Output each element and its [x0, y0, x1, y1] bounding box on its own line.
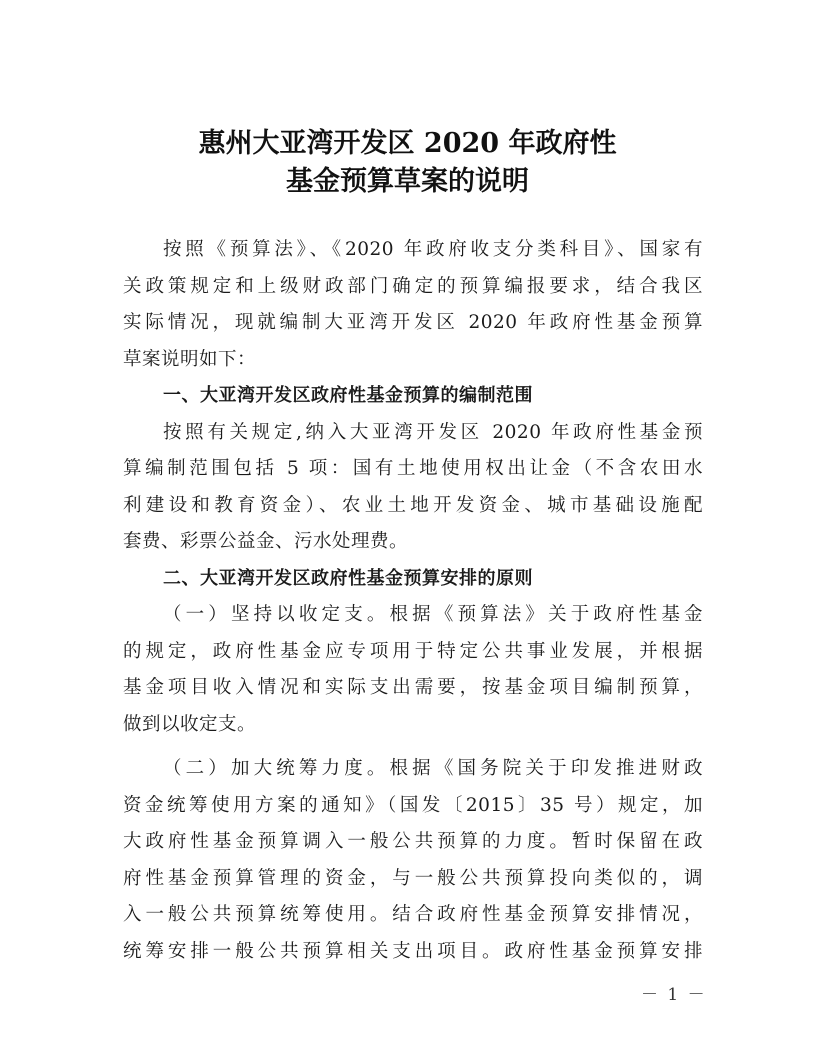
paragraph-line: 做到以收定支。 [123, 713, 257, 735]
paragraph-line: 府性基金预算管理的资金，与一般公共预算投向类似的，调 [123, 867, 703, 889]
paragraph-line: 入一般公共预算统筹使用。结合政府性基金预算安排情况， [123, 904, 703, 925]
paragraph-line: 资金统筹使用方案的通知》（国发〔2015〕35 号）规定，加 [123, 794, 703, 816]
paragraph-line: 草案说明如下： [123, 348, 257, 370]
paragraph-line: 按照《预算法》、《2020 年政府收支分类科目》、国家有 [163, 239, 703, 260]
paragraph-spacer [123, 743, 703, 751]
subsection-lead-2: （二）加大统筹力度。 [163, 758, 390, 779]
subsection-lead-1: （一）坚持以收定支。 [163, 604, 390, 625]
section-heading-2: 二、大亚湾开发区政府性基金预算安排的原则 [163, 567, 533, 589]
paragraph-text: 根据《预算法》关于政府性基金 [389, 604, 703, 625]
paragraph-line-with-lead [123, 751, 703, 788]
page-number: － 1 － [641, 985, 707, 1005]
paragraph-line: 统筹安排一般公共预算相关支出项目。政府性基金预算安排 [123, 940, 703, 962]
paragraph-line: 算编制范围包括 5 项：国有土地使用权出让金（不含农田水 [123, 458, 703, 479]
paragraph-line-with-lead [123, 597, 703, 634]
paragraph-line: 关政策规定和上级财政部门确定的预算编报要求，结合我区 [123, 275, 703, 297]
paragraph-line: 按照有关规定,纳入大亚湾开发区 2020 年政府性基金预 [163, 421, 703, 443]
paragraph-line: 的规定，政府性基金应专项用于特定公共事业发展，并根据 [123, 640, 703, 662]
paragraph-line: 基金项目收入情况和实际支出需要，按基金项目编制预算， [123, 677, 703, 698]
paragraph-line: 大政府性基金预算调入一般公共预算的力度。暂时保留在政 [123, 831, 703, 852]
section-heading-1: 一、大亚湾开发区政府性基金预算的编制范围 [163, 385, 533, 406]
document-title-line-2: 基金预算草案的说明 [286, 166, 529, 197]
document-title-line-1: 惠州大亚湾开发区 2020 年政府性 [198, 128, 617, 159]
paragraph-line: 实际情况，现就编制大亚湾开发区 2020 年政府性基金预算 [123, 312, 703, 333]
document-body [123, 232, 703, 970]
paragraph-text: 根据《国务院关于印发推进财政 [389, 758, 703, 779]
paragraph-line: 利建设和教育资金）、农业土地开发资金、城市基础设施配 [123, 494, 703, 516]
paragraph-line: 套费、彩票公益金、污水处理费。 [123, 531, 409, 552]
